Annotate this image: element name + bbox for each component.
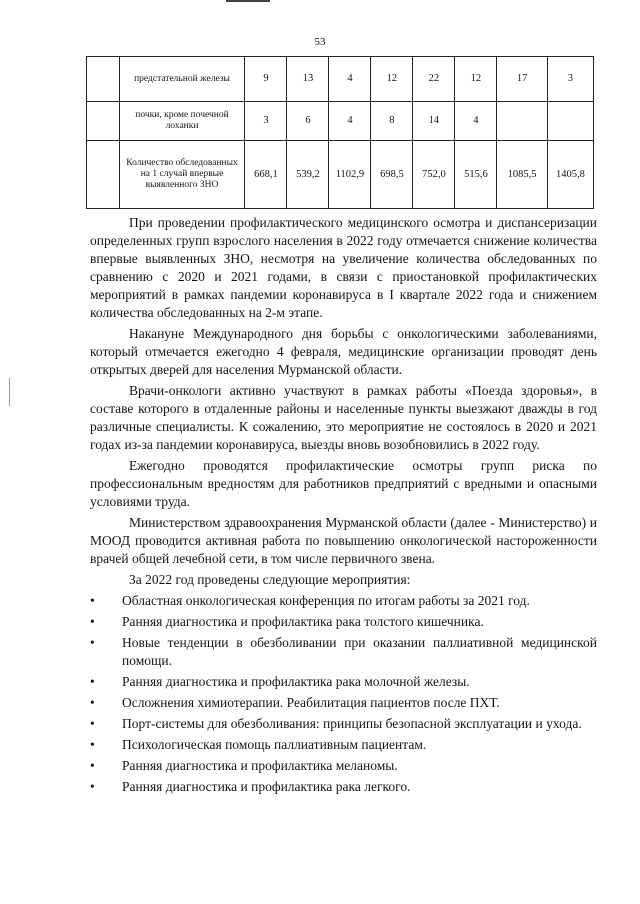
paragraph: Врачи-онкологи активно участвуют в рамках работы «Поезда здоровья», в составе которого в отдаленные районы и населенные пункты выезжают дважды в год различные специалисты. К сожалению, это мероприятие не состоялось в 2020 и 2021 годах из-за пандемии коронавируса, выезды вновь возобновились в 2022 году. [90, 383, 597, 452]
bullet-icon: • [90, 779, 95, 794]
table-cell: 1405,8 [547, 141, 593, 209]
bullet-icon: • [90, 635, 95, 650]
table-cell: 515,6 [455, 141, 497, 209]
row-label: предстательной железы [119, 57, 245, 102]
table-cell: 668,1 [245, 141, 287, 209]
table-cell: 12 [371, 57, 413, 102]
margin-mark [9, 378, 10, 406]
table-cell: 3 [245, 102, 287, 141]
list-item [90, 634, 597, 670]
table-cell-empty [87, 141, 120, 209]
table-cell: 698,5 [371, 141, 413, 209]
bullet-icon: • [90, 758, 95, 773]
table-cell: 539,2 [287, 141, 329, 209]
bullet-icon: • [90, 593, 95, 608]
table-cell: 9 [245, 57, 287, 102]
table-cell: 1102,9 [329, 141, 371, 209]
top-rule [226, 0, 270, 2]
bullet-icon: • [90, 695, 95, 710]
table-cell-empty [87, 57, 120, 102]
list-item-text: Ранняя диагностика и профилактика рака молочной железы. [122, 674, 470, 689]
list-item [90, 592, 597, 610]
paragraph: Министерством здравоохранения Мурманской области (далее - Министерство) и МООД проводится активная работа по повышению онкологической настороженности врачей общей лечебной сети, в том числе первичного звена. [90, 515, 597, 566]
list-item-text: Ранняя диагностика и профилактика рака легкого. [122, 779, 411, 794]
list-item [90, 757, 597, 775]
table-cell: 13 [287, 57, 329, 102]
table-cell: 752,0 [413, 141, 455, 209]
statistics-table [86, 56, 594, 209]
bullet-icon: • [90, 674, 95, 689]
table-cell: 3 [547, 57, 593, 102]
paragraph: Накануне Международного дня борьбы с онкологическими заболеваниями, который отмечается ежегодно 4 февраля, медицинские организации проводят день открытых дверей для населения Мурманской области. [90, 326, 597, 377]
list-item-text: Осложнения химиотерапии. Реабилитация пациентов после ПХТ. [122, 695, 500, 710]
bullet-icon: • [90, 716, 95, 731]
list-item-text: Областная онкологическая конференция по итогам работы за 2021 год. [122, 593, 530, 608]
row-label: почки, кроме почечной лоханки [119, 102, 245, 141]
list-item-text: Порт-системы для обезболивания: принципы безопасной эксплуатации и ухода. [122, 716, 582, 731]
bullet-icon: • [90, 614, 95, 629]
paragraph: При проведении профилактического медицинского осмотра и диспансеризации определенных групп взрослого населения в 2022 году отмечается снижение количества впервые выявленных ЗНО, несмотря на увеличение количества обследованных по сравнению с 2020 и 2021 годами, в связи с приостановкой профилактических мероприятий в рамках пандемии коронавируса в I квартале 2022 года и снижением количества обследованных на 2-м этапе. [90, 215, 597, 320]
table-cell [497, 102, 547, 141]
table-cell: 1085,5 [497, 141, 547, 209]
page-number: 53 [314, 36, 326, 48]
list-item [90, 673, 597, 691]
list-item [90, 613, 597, 631]
paragraph: За 2022 год проведены следующие мероприятия: [129, 572, 411, 587]
row-label: Количество обследованных на 1 случай впервые выявленного ЗНО [119, 141, 245, 209]
list-item-text: Психологическая помощь паллиативным пациентам. [122, 737, 427, 752]
table-cell: 8 [371, 102, 413, 141]
list-item-text: Ранняя диагностика и профилактика меланомы. [122, 758, 398, 773]
list-item [90, 694, 597, 712]
paragraph: Ежегодно проводятся профилактические осмотры групп риска по профессиональным вредностям для работников предприятий с вредными и опасными условиями труда. [90, 458, 597, 509]
table-row [87, 102, 594, 141]
table-cell: 14 [413, 102, 455, 141]
list-item [90, 778, 597, 796]
body-text [90, 214, 597, 799]
list-item-text: Ранняя диагностика и профилактика рака толстого кишечника. [122, 614, 484, 629]
table-cell-empty [87, 102, 120, 141]
table-cell: 4 [329, 102, 371, 141]
table-row [87, 141, 594, 209]
bullet-icon: • [90, 737, 95, 752]
table-row [87, 57, 594, 102]
table-cell: 4 [329, 57, 371, 102]
list-item [90, 736, 597, 754]
list-item [90, 715, 597, 733]
table-cell [547, 102, 593, 141]
events-list [90, 592, 597, 796]
table-cell: 4 [455, 102, 497, 141]
table-cell: 22 [413, 57, 455, 102]
table-cell: 17 [497, 57, 547, 102]
table-cell: 6 [287, 102, 329, 141]
list-item-text: Новые тенденции в обезболивании при оказании паллиативной медицинской помощи. [122, 635, 597, 668]
table-cell: 12 [455, 57, 497, 102]
